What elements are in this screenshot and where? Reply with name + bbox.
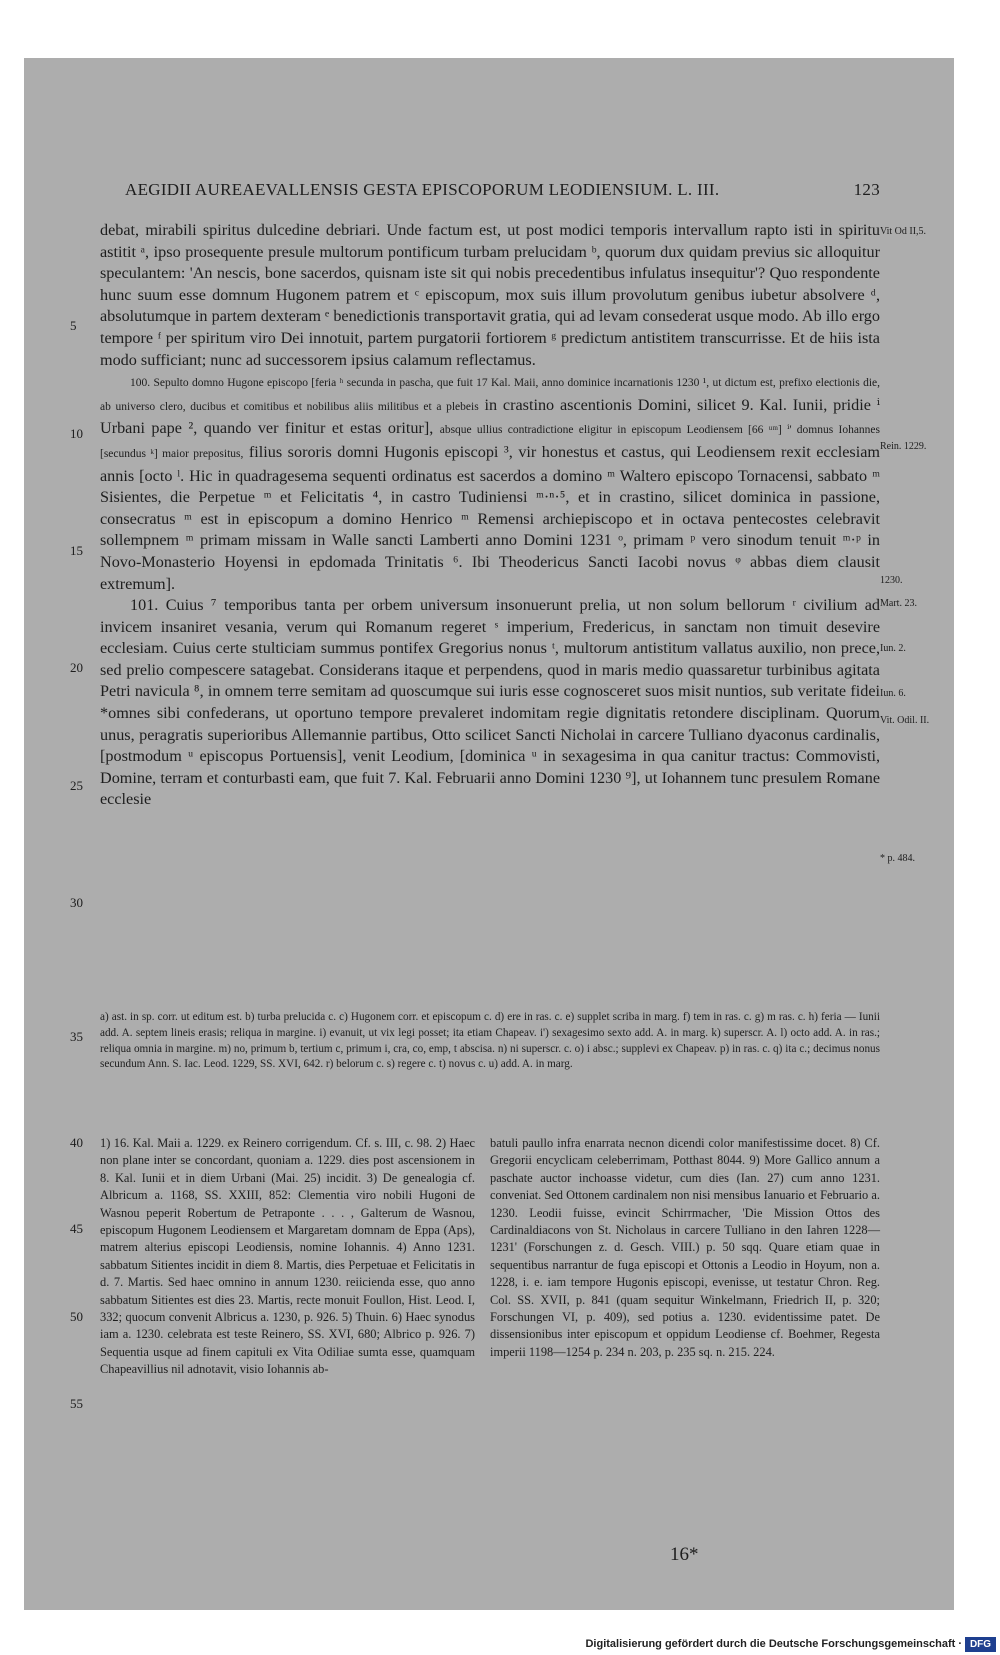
dfg-logo: DFG: [965, 1637, 996, 1652]
margin-note: Vit Od II,5.: [880, 226, 927, 237]
funding-note: Digitalisierung gefördert durch die Deutsche Forschungsgemeinschaft ·: [585, 1638, 962, 1650]
line-number: 35: [70, 1029, 83, 1044]
line-number: 20: [70, 660, 83, 675]
chapter-100-small-a: 100. Sepulto domno Hugone episcopo [feria ʰ secunda in pascha, que fuit 17 Kal. Maii, anno dominice incarnationis 1230 ¹, ut dictum est, prefixo electionis die, ab universo clero, ducibus et comitibus et nobilibus aliis militibus et a plebeis: [100, 377, 880, 413]
line-number: 15: [70, 543, 83, 558]
main-text: [100, 220, 880, 811]
footnotes-left-column: 1) 16. Kal. Maii a. 1229. ex Reinero corrigendum. Cf. s. III, c. 98. 2) Haec non plane inter se concordant, quoniam a. 1229. dies post ascensionem in 8. Kal. Iunii et in diem Urbani (Mai. 25) incidit. 3) De genealogia cf. Albricum a. 1168, SS. XXIII, 852: Clementia viro nobili Hugoni de Wasnou peperit Robertum de Petraponte . . . , Galterum de Wasnou, episcopum Hugonem Leodiensem et Margaretam domnam de Eppa (Aps), matrem alterius episcopi Leodiensis, nomine Iohannis. 4) Anno 1231. sabbatum Sitientes incidit in diem 8. Martis, dies Perpetuae et Felicitatis in d. 7. Martis. Sed haec omnino in annum 1230. reiicienda esse, quo anno sabbatum Sitientes est dies 23. Martis, recte monuit Foullon, Hist. Leod. I, 332; quocum convenit Albricus a. 1230, p. 926. 5) Thuin. 6) Haec synodus iam a. 1230. celebrata est teste Reinero, SS. XVI, 680; Albrico p. 926. 7) Sequentia usque ad finem capituli ex Vita Odiliae sumta esse, quamquam Chapeavillius nil adnotavit, visio Iohannis ab-: [100, 1136, 475, 1377]
line-number: 5: [70, 318, 77, 333]
margin-note: * p. 484.: [880, 853, 915, 864]
footer-bar: [0, 1636, 1000, 1655]
paragraph-99-end: debat, mirabili spiritus dulcedine debriari. Unde factum est, ut post modici temporis intervallum rapto isti in spiritu astitit ᵃ, ipso prosequente presule multorum pontificum turbam prelucidam ᵇ, quorum dux quidam previus sic alloquitur speculantem: 'An nescis, bone sacerdos, quisnam iste sit qui nobis precedentibus infulatus insequitur'? Quo respondente hunc suum esse domnum Hugonem patrem et ᶜ episcopum, mox suis illum provolutum genibus iubetur absolvere ᵈ, absolutumque in partem dexteram ᵉ benedictionis transportavit gratia, qui ad levam consederat usque modo. Ab illo ergo tempore ᶠ per spiritum viro Dei innotuit, partem purgatorii fortiorem ᵍ predictum antistitem transcurrisse. Et de hiis ista modo sufficiant; nunc ad successorem ipsius calamum reflectamus.: [100, 221, 880, 369]
line-number: 40: [70, 1135, 83, 1150]
margin-note: Vit. Odil. II.: [880, 715, 930, 726]
line-number: 30: [70, 895, 83, 910]
chapter-100-large-a: in crastino ascentionis Domini, silicet 9. Kal. Iunii, pridie ⁱ Urbani pape ², quando ver finitur et estas oritur],: [100, 395, 880, 438]
line-number: 45: [70, 1221, 83, 1236]
margin-note: 1230.: [880, 575, 903, 586]
page-number: 123: [853, 180, 880, 199]
line-number: 50: [70, 1309, 83, 1324]
paragraph-101: 101. Cuius ⁷ temporibus tanta per orbem universum insonuerunt prelia, ut non solum bellorum ʳ civilium ad invicem insaniret vesania, verum qui Romanum regeret ˢ imperium, Fredericus, in sanctam non timuit desevire ecclesiam. Cuius certe stulticiam summus pontifex Gregorius nonus ᵗ, multorum antistitum vallatus auxilio, non prece, sed prelio compescere satagebat. Considerans itaque et perpendens, quod in maris medio quassaretur turbinibus agitata Petri navicula ⁸, in omnem terre semitam ad quoscumque sui iuris esse cognosceret suos misit nuntios, sub veritate fidei *omnes sibi confederans, ut oportuno tempore prevaleret indomitam regie dignitatis retondere disciplinam. Quorum unus, peragratis superioribus Allemannie partibus, Otto scilicet Sancti Nicholai in carcere Tulliano dyaconus cardinalis, [postmodum ᵘ episcopus Portuensis], venit Leodium, [dominica ᵘ in sexagesima in qua canitur tractus: Commovisti, Domine, terram et conturbasti eam, que fuit 7. Kal. Februarii anno Domini 1230 ⁹], ut Iohannem tunc presulem Romane ecclesie: [100, 596, 880, 809]
line-number: 10: [70, 426, 83, 441]
footnotes-right-column: batuli paullo infra enarrata necnon dicendi color manifestissime docet. 8) Cf. Gregorii encyclicam celeberrimam, Potthast 8044. 9) More Gallico annum a paschate auctor inchoasse videtur, cum dies (Ian. 27) cum anno 1231. conveniat. Sed Ottonem cardinalem non nisi mensibus Ianuario et Februario a. 1230. Leodii fuisse, evincit Schirrmacher, 'Die Mission Ottos des Cardinaldiacons von St. Nicholaus in carcere Tulliano in den Iahren 1228—1231' (Forschungen z. d. Gesch. VIII.) p. 50 sqq. Quare etiam quae in sequentibus narrantur de fuga episcopi et Ottonis a Leodio in Hoyum, non a. 1228, i. e. iam tempore Hugonis episcopi, evenisse, ut testatur Chron. Reg. Col. SS. XVII, p. 841 (quam sequitur Winkelmann, Friedrich II, p. 320; Forschungen VI, p. 409), sed potius a. 1230. evidentissime patet. De dissensionibus inter episcopum et oppidum Leodiense cf. Boehmer, Regesta imperii 1198—1254 p. 234 n. 203, p. 235 sq. n. 215. 224.: [490, 1136, 880, 1359]
paragraph-100: [100, 371, 880, 595]
running-title: AEGIDII AUREAEVALLENSIS GESTA EPISCOPORUM LEODIENSIUM. L. III.: [125, 180, 720, 199]
critical-apparatus: [100, 1010, 880, 1073]
running-header: [125, 180, 880, 200]
line-number: 55: [70, 1396, 83, 1411]
margin-note: Mart. 23.: [880, 598, 917, 609]
chapter-100-large-b: filius sororis domni Hugonis episcopi ³, vir honestus et castus, qui Leodiensem rexit ecclesiam annis [octo ˡ. Hic in quadragesema sequenti ordinatus est sacerdos a domino ᵐ Waltero episcopo Tornacensi, sabbato ᵐ Sisientes, die Perpetue ᵐ et Felicitatis ⁴, in castro Tudiniensi ᵐ·ⁿ·⁵, et in crastino, silicet dominica in passione, consecratus ᵐ est in episcopum a domino Henrico ᵐ Remensi archiepiscopo et in octava pentecostes celebravit sollempnem ᵐ primam missam in Walle sancti Lamberti anno Domini 1231 ᵒ, primam ᵖ vero sinodum tenuit ᵐ·ᵖ in Novo-Monasterio Hoyensi in epdomada Trinitatis ⁶. Ibi Theodericus Sancti Iacobi novus ᵠ abbas diem clausit extremum].: [100, 442, 880, 593]
margin-note: Iun. 2.: [880, 643, 906, 654]
signature-mark: 16*: [670, 1544, 699, 1565]
margin-note: Rein. 1229.: [880, 441, 927, 452]
apparatus-text: a) ast. in sp. corr. ut editum est. b) turba prelucida c. c) Hugonem corr. et episcopum c. d) ere in ras. c. e) supplet scriba in marg. f) tem in ras. c. g) m ras. c. h) feria — Iunii add. A. septem lineis erasis; reliqua in margine. i) evanuit, ut vix legi posset; ita etiam Chapeav. i') sexagesimo sexto add. A. in marg. k) superscr. A. l) octo add. A. in ras.; reliqua omnia in margine. m) no, primum b, tertium c, primum i, cra, co, emp, t abscisa. n) ni superscr. c. o) i absc.; supplevi ex Chapeav. p) in ras. c. q) ita c.; decimus nonus secundum Ann. S. Iac. Leod. 1229, SS. XVI, 642. r) belorum c. s) regere c. t) novus c. u) add. A. in marg.: [100, 1011, 880, 1071]
margin-note: Iun. 6.: [880, 688, 906, 699]
chapter-100-small-b: absque ullius contradictione eligitur in episcopum Leodiensem [66 ᵘᵐ] ⁱ' domnus Iohannes [secundus ᵏ] maior prepositus,: [100, 424, 880, 460]
line-number: 25: [70, 778, 83, 793]
